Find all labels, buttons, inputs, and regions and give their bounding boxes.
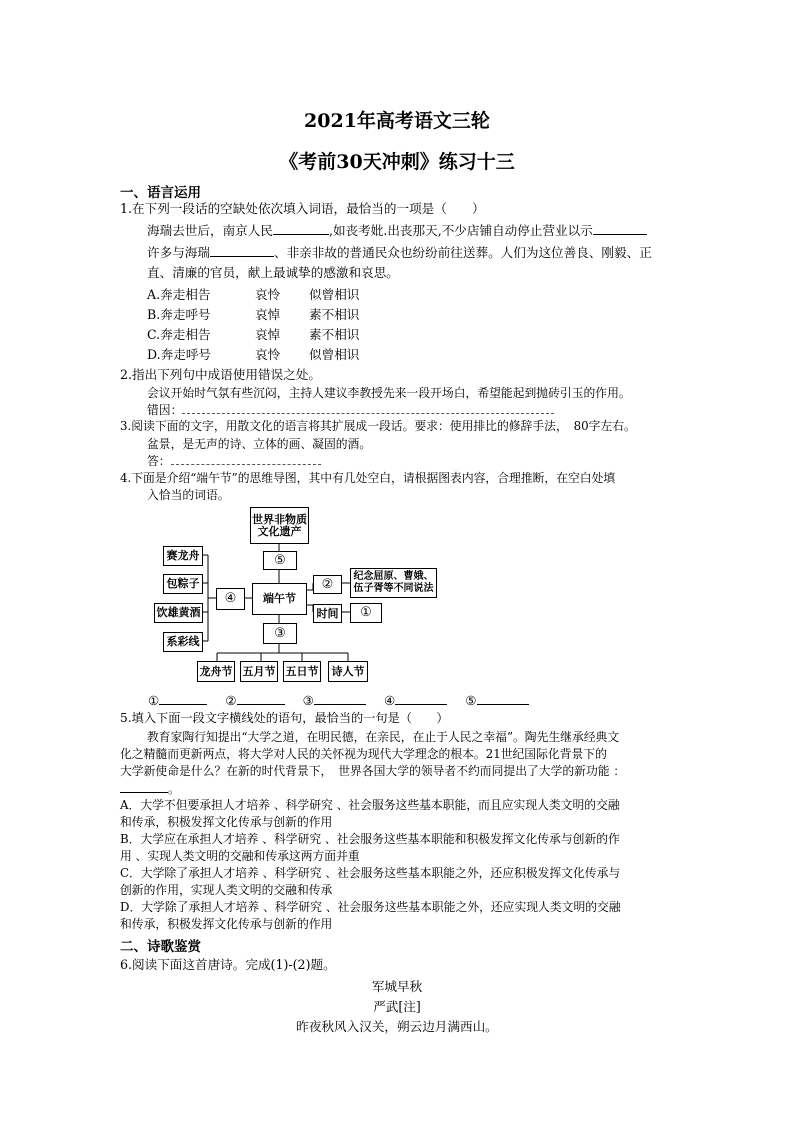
q1-passage-line1: [147, 222, 647, 239]
q2-stem: 2.指出下列句中成语使用错误之处。: [120, 367, 321, 382]
option-word: 似曾相识: [309, 287, 360, 302]
answer-mark: ①: [148, 693, 160, 708]
q2-answer-label: 错因：: [147, 403, 183, 417]
poem-title: 军城早秋: [371, 979, 423, 994]
q5-option-c-line2: 创新的作用，实现人类文明的交融和传承: [120, 883, 333, 897]
map-name-fifth-day-festival: 五日节: [283, 661, 321, 682]
answer-mark: ③: [302, 693, 314, 708]
q4-answer-5[interactable]: [477, 692, 529, 705]
q5-option-d-line1[interactable]: D．大学除了承担人才培养 、科学研究 、社会服务这些基本职能之外，还应实现人类文明的交融: [120, 900, 621, 914]
q4-answer-3[interactable]: [314, 692, 366, 705]
option-word: D.奔走呼号: [147, 347, 212, 362]
q2-answer-line: [147, 402, 554, 418]
answer-mark: ④: [383, 693, 396, 708]
q5-passage-line2: 化之精髓而更新两点，将大学对人民的关怀视为现代大学理念的根本。21世纪国际化背景下的: [120, 747, 607, 761]
q2-sentence: 会议开始时气氛有些沉闷，主持人建议李教授先来一段开场白，希望能起到抛砖引玉的作用。: [147, 386, 631, 400]
q1-blank-3[interactable]: [210, 244, 274, 257]
q4-answer-1[interactable]: [159, 692, 207, 705]
map-blank-3[interactable]: ③: [263, 623, 297, 644]
q1-blank-2[interactable]: [593, 222, 647, 235]
map-blank-1[interactable]: ①: [350, 603, 382, 623]
q1-passage-line3: 直、清廉的官员，献上最诚挚的感激和哀思。: [147, 265, 399, 280]
q3-answer-line: [147, 453, 321, 469]
option-word: 素不相识: [309, 327, 360, 342]
q5-stem: 5.填入下面一段文字横线处的语句，最恰当的一句是（ ）: [120, 711, 449, 725]
poem-line-1: 昨夜秋风入汉关，朔云边月满西山。: [296, 1019, 498, 1034]
q3-answer-field[interactable]: [171, 453, 321, 465]
option-word: B.奔走呼号: [147, 307, 211, 322]
map-custom-silk-thread: 系彩线: [163, 632, 203, 652]
map-custom-dragon-boat: 赛龙舟: [163, 546, 203, 566]
q2-answer-field[interactable]: [182, 402, 554, 414]
q3-stem: 3.阅读下面的文字，用散文化的语言将其扩展成一段话。要求：使用排比的修辞手法， 80字左右。: [120, 419, 636, 433]
q5-option-a-line2: 和传承，积极发挥文化传承与创新的作用: [120, 815, 333, 829]
map-node-legend: 纪念屈原、曹娥、伍子胥等不同说法: [350, 568, 437, 598]
q5-option-b-line2: 用 、实现人类文明的交融和传承这两方面并重: [120, 849, 360, 863]
q1-stem: 1.在下列一段话的空缺处依次填入词语，最恰当的一项是（ ）: [120, 201, 485, 216]
q1-passage-line2: [147, 244, 652, 261]
mind-map: [150, 505, 434, 685]
q5-passage-line1: 教育家陶行知提出“大学之道，在明民德，在亲民，在止于人民之幸福”。陶先生继承经典文: [147, 730, 620, 744]
option-word: 哀悼: [255, 327, 281, 342]
option-word: 哀怜: [255, 347, 281, 362]
q5-option-d-line2: 和传承，积极发挥文化传承与创新的作用: [120, 917, 333, 931]
map-custom-zongzi: 包粽子: [163, 574, 203, 594]
q5-passage-line4: [120, 780, 180, 797]
q1-option-a[interactable]: [147, 287, 359, 303]
option-word: A.奔走相告: [147, 287, 211, 302]
q3-text: 盆景，是无声的诗、立体的画、凝固的酒。: [147, 437, 372, 451]
q5-option-a-line1[interactable]: A．大学不但要承担人才培养 、科学研究 、社会服务这些基本职能，而且应实现人类文明的交融: [120, 798, 620, 812]
q5-text: 。: [168, 782, 180, 796]
q3-answer-label: 答：: [147, 454, 171, 468]
q1-text: 海瑞去世后，南京人民: [147, 223, 273, 238]
answer-mark: ⑤: [465, 693, 477, 708]
option-word: 似曾相识: [309, 347, 360, 362]
map-blank-4[interactable]: ④: [216, 588, 245, 610]
map-custom-realgar-wine: 饮雄黄酒: [154, 603, 203, 623]
q1-blank-1[interactable]: [273, 222, 329, 235]
q1-option-d[interactable]: [147, 347, 359, 363]
map-name-fifth-month-festival: 五月节: [240, 661, 278, 682]
page-subtitle: 《考前30天冲刺》练习十三: [279, 151, 515, 173]
q4-answer-2[interactable]: [237, 692, 285, 705]
q6-stem: 6.阅读下面这首唐诗。完成(1)-(2)题。: [120, 957, 336, 972]
q1-text: ,如丧考妣.出丧那天,不少店铺自动停止营业以示: [328, 223, 593, 238]
q1-text: 、非亲非故的普通民众也纷纷前往送葬。人们为这位善良、刚毅、正: [273, 245, 652, 260]
poem-author: 严武[注]: [373, 999, 421, 1014]
q1-option-b[interactable]: [147, 307, 359, 323]
map-node-center: 端午节: [252, 583, 307, 615]
map-name-dragon-boat-festival: 龙舟节: [197, 661, 235, 682]
map-node-heritage: 世界非物质文化遗产: [250, 507, 309, 544]
map-node-time: 时间: [313, 604, 342, 623]
option-word: C.奔走相告: [147, 327, 211, 342]
q1-option-c[interactable]: [147, 327, 359, 343]
q1-text: 许多与海瑞: [147, 245, 210, 260]
section-heading-poetry: 二、诗歌鉴赏: [120, 939, 201, 955]
answer-mark: ②: [225, 693, 237, 708]
q5-option-c-line1[interactable]: C．大学除了承担人才培养 、科学研究 、社会服务这些基本职能之外，还应积极发挥文化传承与: [120, 866, 621, 880]
option-word: 哀怜: [255, 287, 281, 302]
map-blank-5[interactable]: ⑤: [263, 551, 297, 570]
q4-stem-line2: 入恰当的词语。: [147, 488, 230, 502]
q5-blank[interactable]: [120, 780, 168, 793]
q4-answer-line: [148, 692, 529, 709]
map-blank-2[interactable]: ②: [313, 575, 342, 594]
option-word: 素不相识: [309, 307, 360, 322]
q4-answer-4[interactable]: [395, 692, 447, 705]
q5-passage-line3: 大学新使命是什么？在新的时代背景下， 世界各国大学的领导者不约而同提出了大学的新功能 ：: [120, 764, 626, 778]
section-heading-language: 一、语言运用: [120, 185, 201, 201]
q5-option-b-line1[interactable]: B．大学应在承担人才培养 、科学研究 、社会服务这些基本职能和积极发挥文化传承与创新的作: [120, 832, 620, 846]
option-word: 哀悼: [255, 307, 281, 322]
map-name-poets-day: 诗人节: [328, 661, 368, 682]
q4-stem-line1: 4.下面是介绍“端午节”的思维导图，其中有几处空白，请根据图表内容，合理推断，在空白处填: [120, 471, 616, 485]
page-title: 2021年高考语文三轮: [304, 110, 490, 132]
